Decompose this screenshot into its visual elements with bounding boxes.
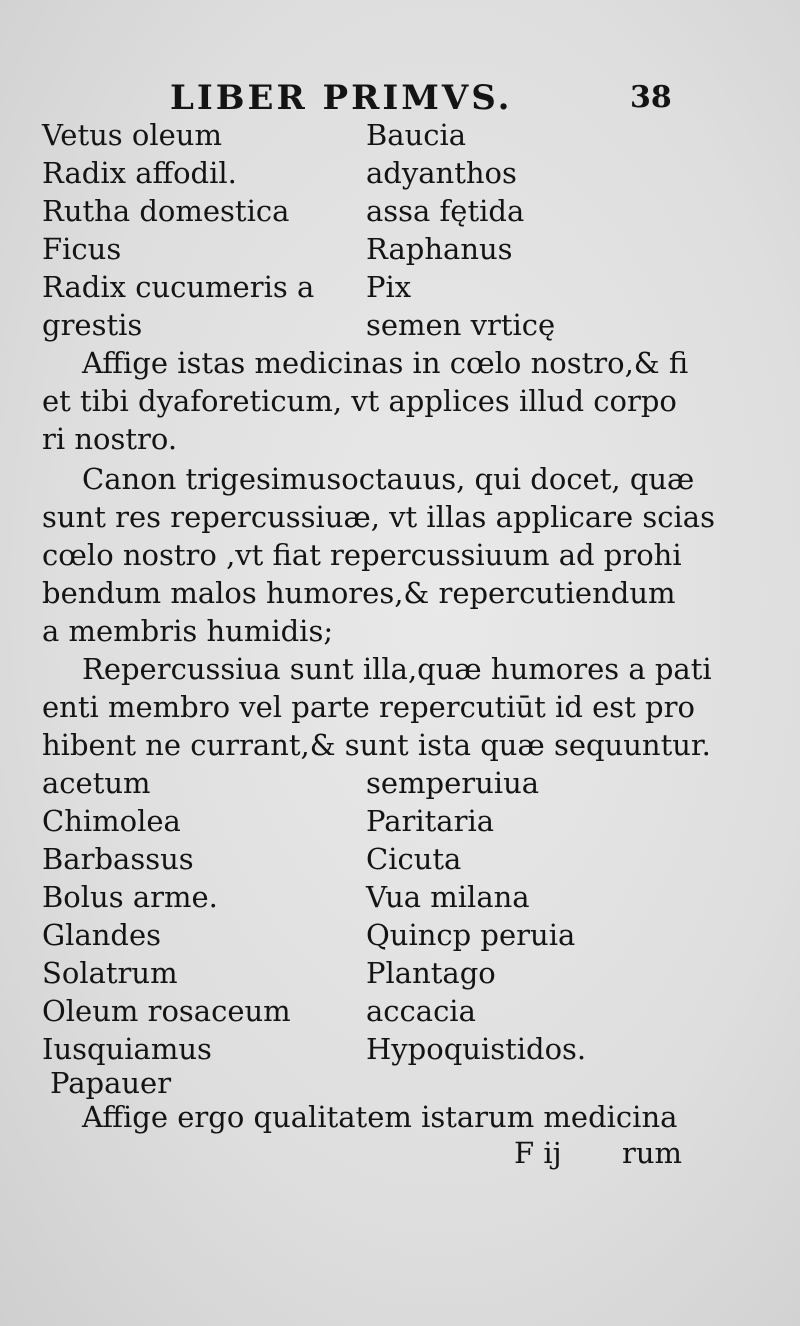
list2-left-1: Chimolea <box>42 804 181 838</box>
list1-right-4: Pix <box>366 270 412 304</box>
para1-line-0: Affige istas medicinas in cœlo nostro,& fi <box>82 346 689 380</box>
running-head: LIBER PRIMVS. <box>170 78 513 118</box>
list1-right-5: semen vrticę <box>366 308 556 342</box>
list2-right-0: semperuiua <box>366 766 540 800</box>
list2-right-3: Vua milana <box>366 880 530 914</box>
para4-line-0: Affige ergo qualitatem istarum medicina <box>82 1100 678 1134</box>
list2-right-6: accacia <box>366 994 476 1028</box>
list1-right-0: Baucia <box>366 118 467 152</box>
list1-right-2: assa fętida <box>366 194 525 228</box>
list2-left-8: Papauer <box>50 1066 172 1100</box>
list2-right-1: Paritaria <box>366 804 495 838</box>
folio-number: 38 <box>630 80 672 115</box>
para2-line-4: a membris humidis; <box>42 614 334 648</box>
para2-line-2: cœlo nostro ,vt fiat repercussiuum ad prohi <box>42 538 682 572</box>
list2-left-6: Oleum rosaceum <box>42 994 291 1028</box>
list1-left-0: Vetus oleum <box>42 118 222 152</box>
para2-line-3: bendum malos humores,& repercutiendum <box>42 576 676 610</box>
list1-right-3: Raphanus <box>366 232 513 266</box>
para3-line-2: hibent ne currant,& sunt ista quæ sequuntur. <box>42 728 711 762</box>
para2-line-1: sunt res repercussiuæ, vt illas applicare scias <box>42 500 715 534</box>
list1-left-1: Radix affodil. <box>42 156 237 190</box>
list1-left-3: Ficus <box>42 232 122 266</box>
list2-left-0: acetum <box>42 766 151 800</box>
list2-right-5: Plantago <box>366 956 496 990</box>
list2-right-4: Quincp peruia <box>366 918 576 952</box>
list1-right-1: adyanthos <box>366 156 517 190</box>
list2-left-7: Iusquiamus <box>42 1032 212 1066</box>
signature-mark: F ij <box>514 1136 562 1170</box>
para3-line-0: Repercussiua sunt illa,quæ humores a pati <box>82 652 712 686</box>
list2-left-4: Glandes <box>42 918 162 952</box>
list1-left-4: Radix cucumeris a <box>42 270 315 304</box>
list1-left-2: Rutha domestica <box>42 194 290 228</box>
list2-left-3: Bolus arme. <box>42 880 218 914</box>
list2-right-7: Hypoquistidos. <box>366 1032 587 1066</box>
para3-line-1: enti membro vel parte repercutiūt id est pro <box>42 690 695 724</box>
list2-left-2: Barbassus <box>42 842 194 876</box>
list2-right-2: Cicuta <box>366 842 462 876</box>
para1-line-2: ri nostro. <box>42 422 178 456</box>
list2-left-5: Solatrum <box>42 956 178 990</box>
para2-line-0: Canon trigesimusoctauus, qui docet, quæ <box>82 462 695 496</box>
catchword: rum <box>622 1136 683 1170</box>
para1-line-1: et tibi dyaforeticum, vt applices illud corpo <box>42 384 677 418</box>
list1-left-5: grestis <box>42 308 143 342</box>
